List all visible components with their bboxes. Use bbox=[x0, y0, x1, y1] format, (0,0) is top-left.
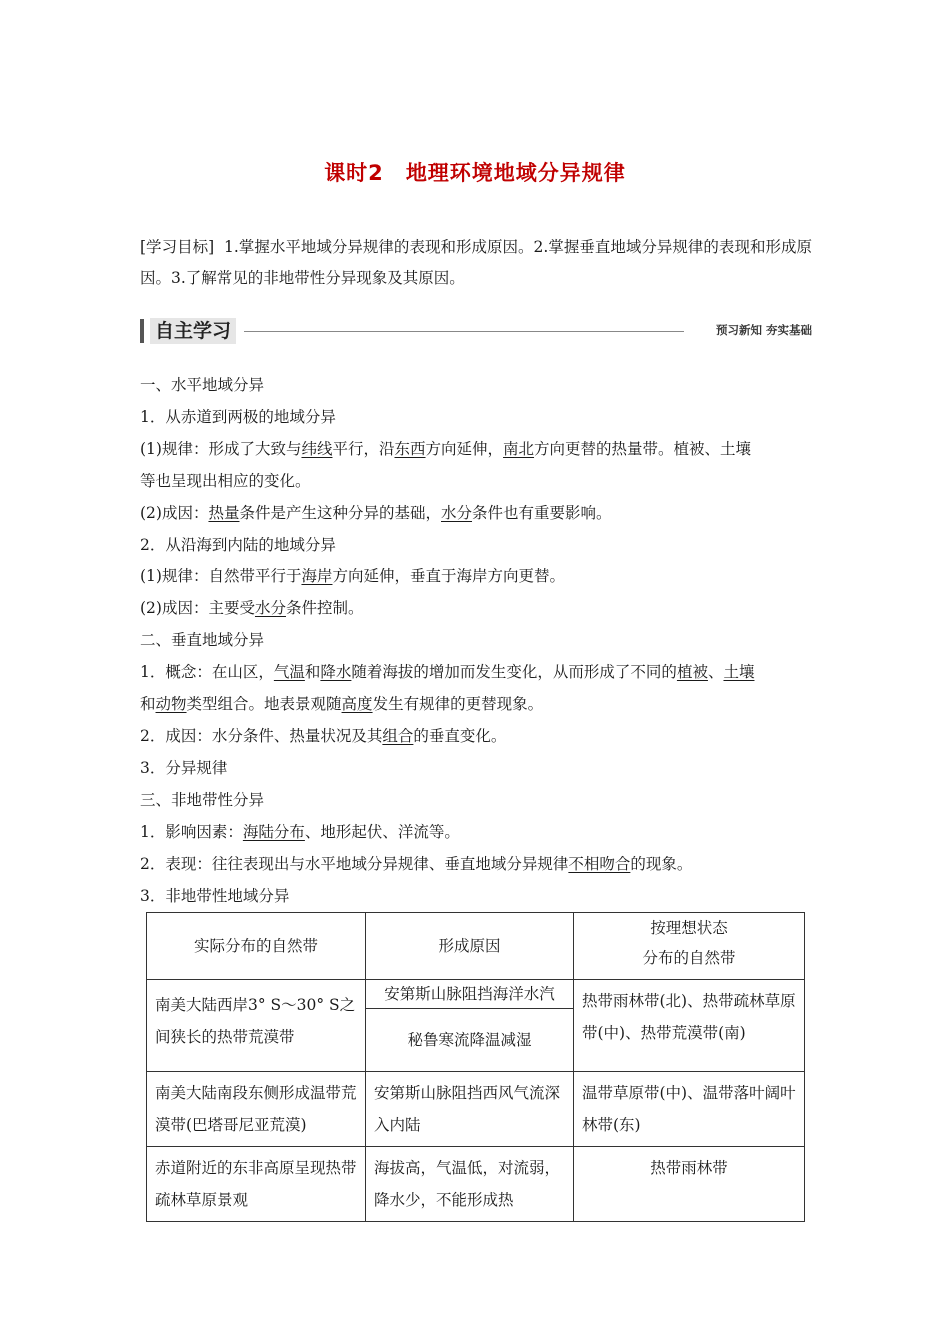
table-row bbox=[147, 980, 805, 1009]
line-text: (2)成因： bbox=[140, 503, 209, 522]
row3-actual: 赤道附近的东非高原呈现热带疏林草原景观 bbox=[147, 1147, 366, 1222]
content-line bbox=[140, 370, 812, 402]
learning-goals bbox=[140, 232, 812, 294]
content-line bbox=[140, 785, 812, 817]
line-text: 3．分异规律 bbox=[140, 758, 228, 777]
line-text: 随着海拔的增加而发生变化，从而形成了不同的 bbox=[351, 663, 677, 682]
answer-blank: 海岸 bbox=[301, 567, 333, 586]
answer-blank: 植被 bbox=[676, 663, 708, 682]
row1-actual: 南美大陆西岸3° S～30° S之间狭长的热带荒漠带 bbox=[147, 980, 366, 1072]
line-text: 平行，沿 bbox=[332, 439, 395, 458]
answer-blank: 降水 bbox=[320, 663, 352, 682]
content-line bbox=[140, 466, 812, 498]
line-text: (1)规律：自然带平行于 bbox=[140, 567, 302, 586]
row3-ideal: 热带雨林带 bbox=[574, 1147, 805, 1222]
content-line bbox=[140, 689, 812, 721]
content-line bbox=[140, 498, 812, 530]
table-header-row bbox=[147, 913, 805, 980]
line-text: 的垂直变化。 bbox=[413, 726, 507, 745]
content-line bbox=[140, 881, 812, 913]
line-text: 条件也有重要影响。 bbox=[472, 503, 612, 522]
content-line bbox=[140, 817, 812, 849]
azonal-differentiation-table bbox=[146, 912, 805, 1222]
answer-blank: 水分 bbox=[441, 503, 473, 522]
line-text: 方向更替的热量带。植被、土壤 bbox=[534, 439, 752, 458]
line-text: 2．成因：水分条件、热量状况及其 bbox=[140, 726, 383, 745]
answer-blank: 海陆分布 bbox=[242, 822, 305, 841]
line-text: 3．非地带性地域分异 bbox=[140, 886, 290, 905]
answer-blank: 组合 bbox=[382, 726, 414, 745]
row1-ideal: 热带雨林带(北)、热带疏林草原带(中)、热带荒漠带(南) bbox=[574, 980, 805, 1072]
row1-cause-a: 安第斯山脉阻挡海洋水汽 bbox=[366, 980, 574, 1009]
answer-blank: 纬线 bbox=[301, 439, 333, 458]
header-actual-zone: 实际分布的自然带 bbox=[147, 913, 366, 980]
row2-actual: 南美大陆南段东侧形成温带荒漠带(巴塔哥尼亚荒漠) bbox=[147, 1072, 366, 1147]
content-line bbox=[140, 657, 812, 689]
page-title bbox=[0, 157, 950, 187]
learning-goals-label: [学习目标] bbox=[140, 238, 215, 256]
content-line bbox=[140, 593, 812, 625]
answer-blank: 水分 bbox=[254, 599, 286, 618]
header-ideal-zone: 按理想状态 分布的自然带 bbox=[574, 913, 805, 980]
line-text: 和 bbox=[304, 663, 321, 682]
study-content bbox=[140, 370, 812, 912]
section-header bbox=[140, 315, 812, 347]
row1-cause-b: 秘鲁寒流降温减湿 bbox=[366, 1009, 574, 1072]
row3-cause: 海拔高，气温低，对流弱，降水少，不能形成热 bbox=[366, 1147, 574, 1222]
line-text: 的现象。 bbox=[630, 854, 693, 873]
content-line bbox=[140, 561, 812, 593]
content-line bbox=[140, 753, 812, 785]
line-text: 、地形起伏、洋流等。 bbox=[304, 822, 460, 841]
line-text: 、 bbox=[707, 663, 724, 682]
answer-blank: 不相吻合 bbox=[568, 854, 631, 873]
content-line bbox=[140, 625, 812, 657]
answer-blank: 东西 bbox=[394, 439, 426, 458]
line-text: 三、非地带性分异 bbox=[140, 790, 265, 809]
table-row bbox=[147, 1147, 805, 1222]
section-slogan: 预习新知 夯实基础 bbox=[715, 323, 812, 337]
answer-blank: 气温 bbox=[273, 663, 305, 682]
section-divider bbox=[244, 331, 684, 332]
line-text: 发生有规律的更替现象。 bbox=[372, 695, 544, 714]
section-marker bbox=[140, 319, 144, 343]
lesson-number: 课时2 bbox=[324, 161, 384, 185]
line-text: 等也呈现出相应的变化。 bbox=[140, 471, 311, 490]
row2-cause: 安第斯山脉阻挡西风气流深入内陆 bbox=[366, 1072, 574, 1147]
content-line bbox=[140, 530, 812, 562]
line-text: 条件控制。 bbox=[285, 599, 364, 618]
learning-goals-text: 1.掌握水平地域分异规律的表现和形成原因。2.掌握垂直地域分异规律的表现和形成原因。3.了解常见的非地带性分异现象及其原因。 bbox=[140, 238, 812, 287]
answer-blank: 热量 bbox=[208, 503, 240, 522]
content-line bbox=[140, 849, 812, 881]
line-text: 2．从沿海到内陆的地域分异 bbox=[140, 535, 336, 554]
answer-blank: 动物 bbox=[155, 695, 187, 714]
line-text: (2)成因：主要受 bbox=[140, 599, 255, 618]
line-text: 类型组合。地表景观随 bbox=[186, 695, 342, 714]
line-text: 一、水平地域分异 bbox=[140, 376, 265, 394]
line-text: 1．影响因素： bbox=[140, 822, 243, 841]
header-cause: 形成原因 bbox=[366, 913, 574, 980]
table-row bbox=[147, 1072, 805, 1147]
content-line bbox=[140, 434, 812, 466]
line-text: 条件是产生这种分异的基础， bbox=[239, 503, 441, 522]
line-text: 二、垂直地域分异 bbox=[140, 631, 265, 650]
line-text: 2．表现：往往表现出与水平地域分异规律、垂直地域分异规律 bbox=[140, 854, 569, 873]
row2-ideal: 温带草原带(中)、温带落叶阔叶林带(东) bbox=[574, 1072, 805, 1147]
answer-blank: 南北 bbox=[503, 439, 535, 458]
content-line bbox=[140, 402, 812, 434]
section-title: 自主学习 bbox=[150, 318, 236, 344]
line-text: 1．概念：在山区， bbox=[140, 663, 274, 682]
line-text: 方向延伸， bbox=[425, 439, 504, 458]
lesson-title: 地理环境地域分异规律 bbox=[405, 161, 626, 185]
line-text: 方向延伸，垂直于海岸方向更替。 bbox=[332, 567, 565, 586]
line-text: 和 bbox=[140, 695, 156, 714]
line-text: (1)规律：形成了大致与 bbox=[140, 439, 302, 458]
answer-blank: 土壤 bbox=[723, 663, 755, 682]
content-line bbox=[140, 721, 812, 753]
line-text: 1．从赤道到两极的地域分异 bbox=[140, 407, 336, 426]
answer-blank: 高度 bbox=[341, 695, 373, 714]
